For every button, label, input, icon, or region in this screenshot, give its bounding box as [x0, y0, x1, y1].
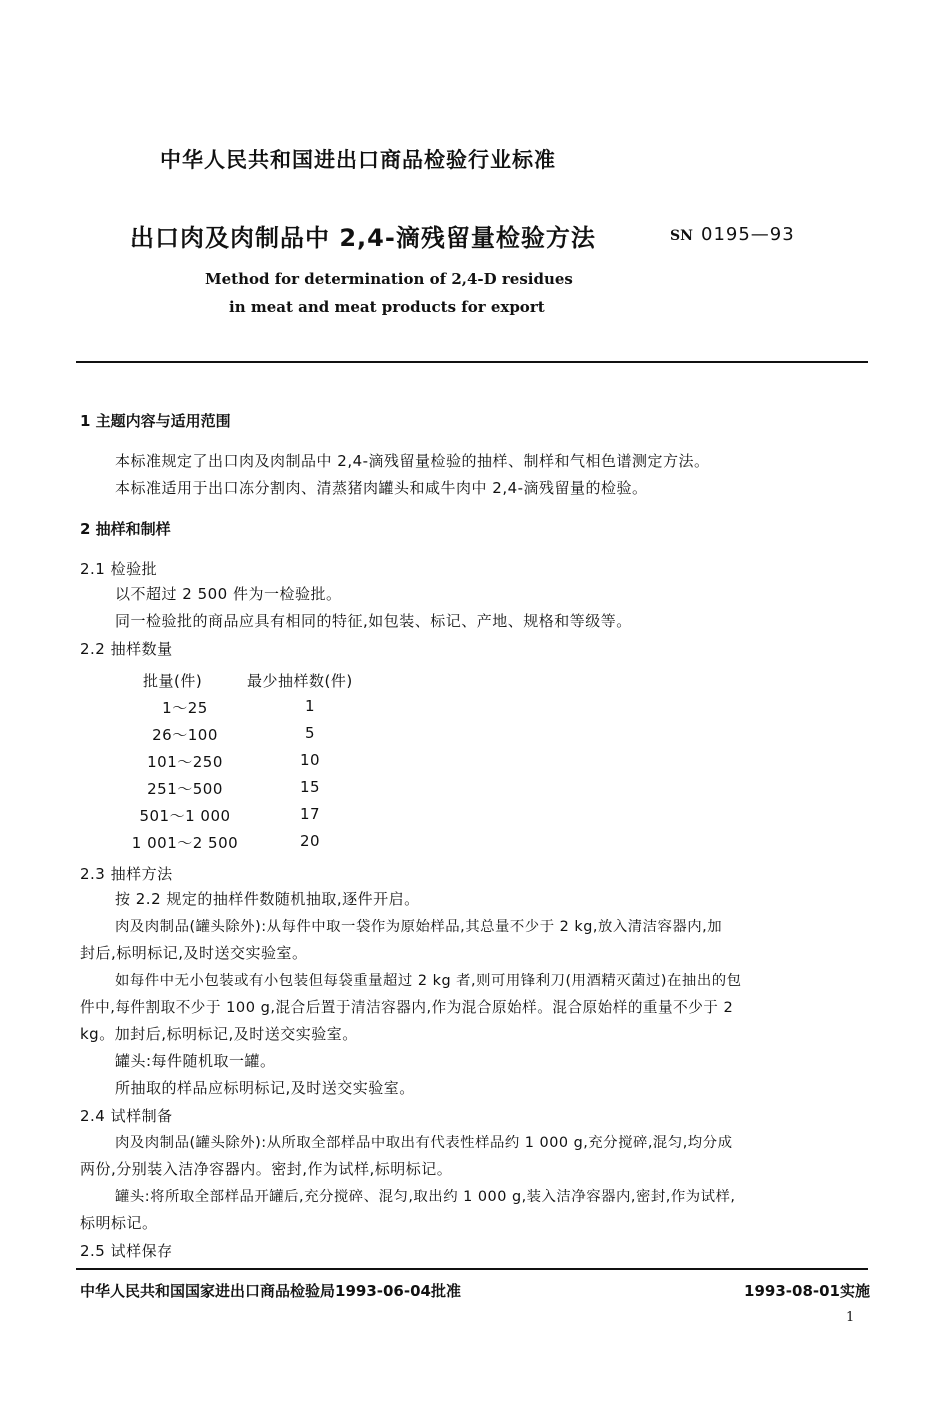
table-cell-samples: 1	[304, 697, 316, 715]
section-2-3-line: 肉及肉制品(罐头除外):从每件中取一袋作为原始样品,其总量不少于 2 kg,放入清洁容器内,加	[115, 919, 723, 935]
section-2-4-line: 肉及肉制品(罐头除外):从所取全部样品中取出有代表性样品约 1 000 g,充分搅碎,混匀,均分成	[115, 1135, 733, 1151]
section-1-heading: 1 主题内容与适用范围	[80, 412, 231, 430]
doc-title: 出口肉及肉制品中 2,4-滴残留量检验方法	[130, 224, 596, 252]
section-2-1-heading: 2.1 检验批	[80, 560, 158, 578]
english-title-line2: in meat and meat products for export	[229, 298, 545, 316]
table-cell-batch: 26～100	[152, 726, 218, 744]
header-divider	[76, 361, 868, 363]
section-1-paragraph: 本标准适用于出口冻分割肉、清蒸猪肉罐头和咸牛肉中 2,4-滴残留量的检验。	[115, 479, 648, 497]
section-2-3-line: 如每件中无小包装或有小包装但每袋重量超过 2 kg 者,则可用锋利刀(用酒精灭菌过)在抽出的包	[115, 973, 742, 989]
page-number: 1	[846, 1310, 855, 1325]
section-2-4-heading: 2.4 试样制备	[80, 1107, 173, 1125]
section-2-4-line: 标明标记。	[80, 1214, 158, 1232]
section-2-3-line: 按 2.2 规定的抽样件数随机抽取,逐件开启。	[115, 890, 420, 908]
section-2-2-heading: 2.2 抽样数量	[80, 640, 173, 658]
effective-date: 1993-08-01实施	[744, 1282, 870, 1300]
section-2-3-line: 件中,每件割取不少于 100 g,混合后置于清洁容器内,作为混合原始样。混合原始样的重量不少于 2	[80, 999, 734, 1016]
section-2-3-heading: 2.3 抽样方法	[80, 865, 173, 883]
section-2-1-paragraph: 以不超过 2 500 件为一检验批。	[115, 585, 342, 603]
english-title-line1: Method for determination of 2,4-D residues	[205, 270, 573, 288]
section-2-4-line: 罐头:将所取全部样品开罐后,充分搅碎、混匀,取出约 1 000 g,装入洁净容器内,密封,作为试样,	[115, 1189, 736, 1205]
section-2-3-line: 封后,标明标记,及时送交实验室。	[80, 944, 308, 962]
org-title: 中华人民共和国进出口商品检验行业标准	[160, 148, 556, 172]
section-2-5-heading: 2.5 试样保存	[80, 1242, 173, 1260]
table-cell-samples: 17	[299, 805, 321, 823]
table-cell-samples: 20	[299, 832, 321, 850]
table-cell-samples: 5	[304, 724, 316, 742]
table-cell-batch: 251～500	[147, 780, 223, 798]
std-number: 0195—93	[701, 224, 795, 245]
section-2-3-line: kg。加封后,标明标记,及时送交实验室。	[80, 1025, 358, 1043]
section-2-4-line: 两份,分别装入洁净容器内。密封,作为试样,标明标记。	[80, 1160, 453, 1178]
section-1-paragraph: 本标准规定了出口肉及肉制品中 2,4-滴残留量检验的抽样、制样和气相色谱测定方法。	[115, 452, 710, 470]
table-cell-batch: 1～25	[162, 699, 208, 717]
table-header-min-samples: 最少抽样数(件)	[247, 672, 353, 690]
table-cell-batch: 101～250	[147, 753, 223, 771]
table-cell-batch: 501～1 000	[139, 807, 231, 825]
table-cell-batch: 1 001～2 500	[131, 834, 239, 852]
footer-divider	[76, 1268, 868, 1270]
table-header-batch: 批量(件)	[143, 672, 203, 690]
section-2-3-line: 罐头:每件随机取一罐。	[115, 1052, 276, 1070]
table-cell-samples: 15	[299, 778, 321, 796]
section-2-3-line: 所抽取的样品应标明标记,及时送交实验室。	[115, 1079, 415, 1097]
table-cell-samples: 10	[299, 751, 321, 769]
section-2-1-paragraph: 同一检验批的商品应具有相同的特征,如包装、标记、产地、规格和等级等。	[115, 612, 632, 630]
std-prefix: SN	[670, 228, 693, 244]
section-2-heading: 2 抽样和制样	[80, 520, 171, 538]
approval-statement: 中华人民共和国国家进出口商品检验局1993-06-04批准	[80, 1282, 461, 1300]
